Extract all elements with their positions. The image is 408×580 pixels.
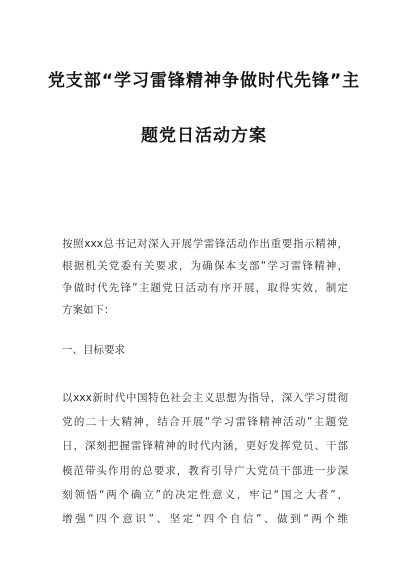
document-title-line-1: 党支部“学习雷锋精神争做时代先锋”主	[47, 71, 361, 91]
goals-line: 增强“四个意识”、坚定“四个自信”、做到“两个维	[62, 513, 348, 526]
intro-line: 根据机关党委有关要求，为确保本支部“学习雷锋精神，	[62, 260, 348, 272]
document-title-line-2: 题党日活动方案	[141, 126, 267, 146]
intro-paragraph	[62, 233, 348, 321]
goals-line: 刻领悟“两个确立”的决定性意义，牢记“国之大者”，	[62, 488, 348, 501]
goals-line: 日，深刻把握雷锋精神的时代内涵，更好发挥党员、干部	[62, 440, 348, 453]
goals-paragraph	[62, 386, 348, 531]
goals-line: 以xxx新时代中国特色社会主义思想为指导，深入学习贯彻	[62, 392, 348, 404]
intro-line: 方案如下：	[62, 304, 115, 316]
intro-line: 争做时代先锋”主题党日活动有序开展，取得实效，制定	[62, 282, 348, 294]
intro-line: 按照xxx总书记对深入开展学雷锋活动作出重要指示精神，	[62, 238, 348, 250]
section-heading-goals: 一、目标要求	[62, 344, 125, 356]
goals-line: 党的二十大精神，结合开展“学习雷锋精神活动”主题党	[62, 416, 348, 429]
goals-line: 模范带头作用的总要求，教育引导广大党员干部进一步深	[62, 464, 348, 477]
